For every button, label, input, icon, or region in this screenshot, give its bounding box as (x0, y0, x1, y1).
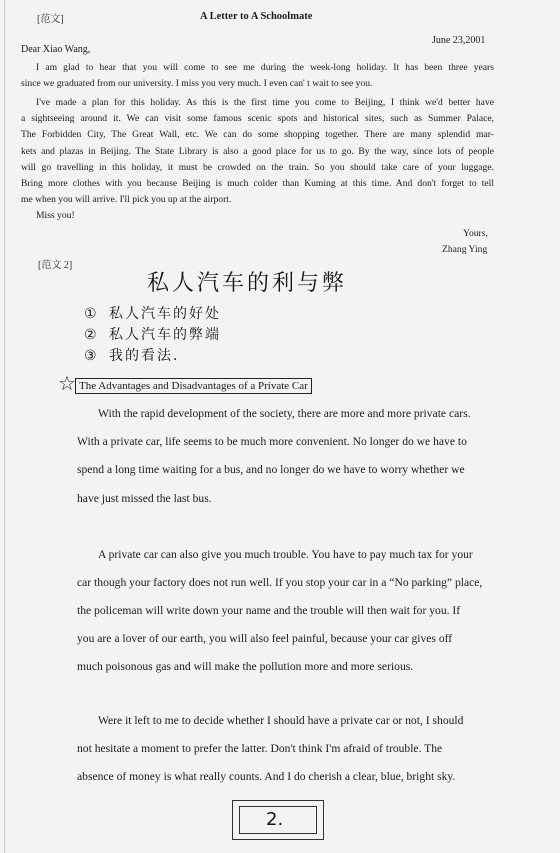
essay-line-4: have just missed the last bus. (77, 492, 212, 505)
letter-closing-line: Miss you! (36, 210, 75, 221)
essay-line-11: not hesitate a moment to prefer the latter. Don't think I'm afraid of trouble. The (77, 742, 443, 755)
outline-number-3: ③ (84, 348, 97, 364)
essay-line-2: With a private car, life seems to be much more convenient. No longer do we have to (77, 435, 467, 448)
letter-p2-line-7: me when you will arrive. I'll pick you up at the airport. (21, 194, 232, 205)
essay-line-6: car though your factory does not run well. If you stop your car in a “No parking” place, (77, 576, 483, 589)
letter-p2-line-4: kets and plazas in Beijing. The State Library is also a good place for us to go. By the way, since lots of people (21, 146, 494, 157)
page-number-box (232, 800, 324, 840)
letter-p2-line-3: The Forbidden City, The Great Wall, etc. We can do some shopping together. There are many splendid mar- (21, 129, 494, 140)
essay-line-7: the policeman will write down your name and the trouble will then wait for you. If (77, 604, 461, 617)
letter-tag: [范文] (37, 14, 64, 25)
letter-signature: Zhang Ying (442, 244, 488, 255)
outline-text-2: 私人汽车的弊端 (109, 327, 222, 343)
letter-salutation: Dear Xiao Wang, (21, 44, 91, 55)
star-icon: ☆ (58, 373, 76, 395)
page-edge-shadow (4, 0, 5, 853)
essay-line-12: absence of money is what really counts. And I do cherish a clear, blue, bright sky. (77, 770, 456, 783)
letter-p1-line-1: I am glad to hear that you will come to see me during the week-long holiday. It has been three years (36, 62, 494, 73)
letter-p2-line-5: will go travelling in this holiday, it must be crowded on the train. So you should take care of your luggage. (21, 162, 494, 173)
page-number: 2. (266, 809, 284, 830)
page-number-inner-box (239, 806, 317, 834)
essay-line-5: A private car can also give you much trouble. You have to pay much tax for your (98, 548, 473, 561)
letter-signoff: Yours, (463, 228, 488, 239)
essay-line-3: spend a long time waiting for a bus, and no longer do we have to worry whether we (77, 463, 465, 476)
essay-tag: [范文 2] (38, 260, 73, 271)
letter-p2-line-6: Bring more clothes with you because Beijing is much colder than Kuming at this time. And don't forget to tell (21, 178, 494, 189)
outline-item-3 (84, 345, 179, 365)
letter-date: June 23,2001 (432, 35, 486, 46)
outline-text-1: 私人汽车的好处 (109, 306, 222, 322)
outline-item-2 (84, 324, 221, 344)
letter-p2-line-1: I've made a plan for this holiday. As this is the first time you come to Beijing, I think we'd better have (36, 97, 494, 108)
outline-text-3: 我的看法. (109, 348, 180, 364)
essay-line-1: With the rapid development of the society, there are more and more private cars. (98, 407, 471, 420)
essay-line-9: much poisonous gas and will make the pollution more and more serious. (77, 660, 414, 673)
essay-line-10: Were it left to me to decide whether I should have a private car or not, I should (98, 714, 464, 727)
essay-line-8: you are a lover of our earth, you will also feel painful, because your car gives off (77, 632, 453, 645)
outline-number-1: ① (84, 306, 97, 322)
letter-title: A Letter to A Schoolmate (200, 11, 313, 22)
handwritten-essay-title: 私人汽车的利与弊 (147, 271, 348, 296)
essay-title: The Advantages and Disadvantages of a Private Car (75, 378, 312, 394)
outline-item-1 (84, 303, 221, 323)
letter-p1-line-2: since we graduated from our university. I miss you very much. I even can' t wait to see you. (21, 78, 373, 89)
letter-p2-line-2: a sightseeing around it. We can visit some famous scenic spots and historical sites, such as Summer Palace, (21, 113, 494, 124)
outline-number-2: ② (84, 327, 97, 343)
